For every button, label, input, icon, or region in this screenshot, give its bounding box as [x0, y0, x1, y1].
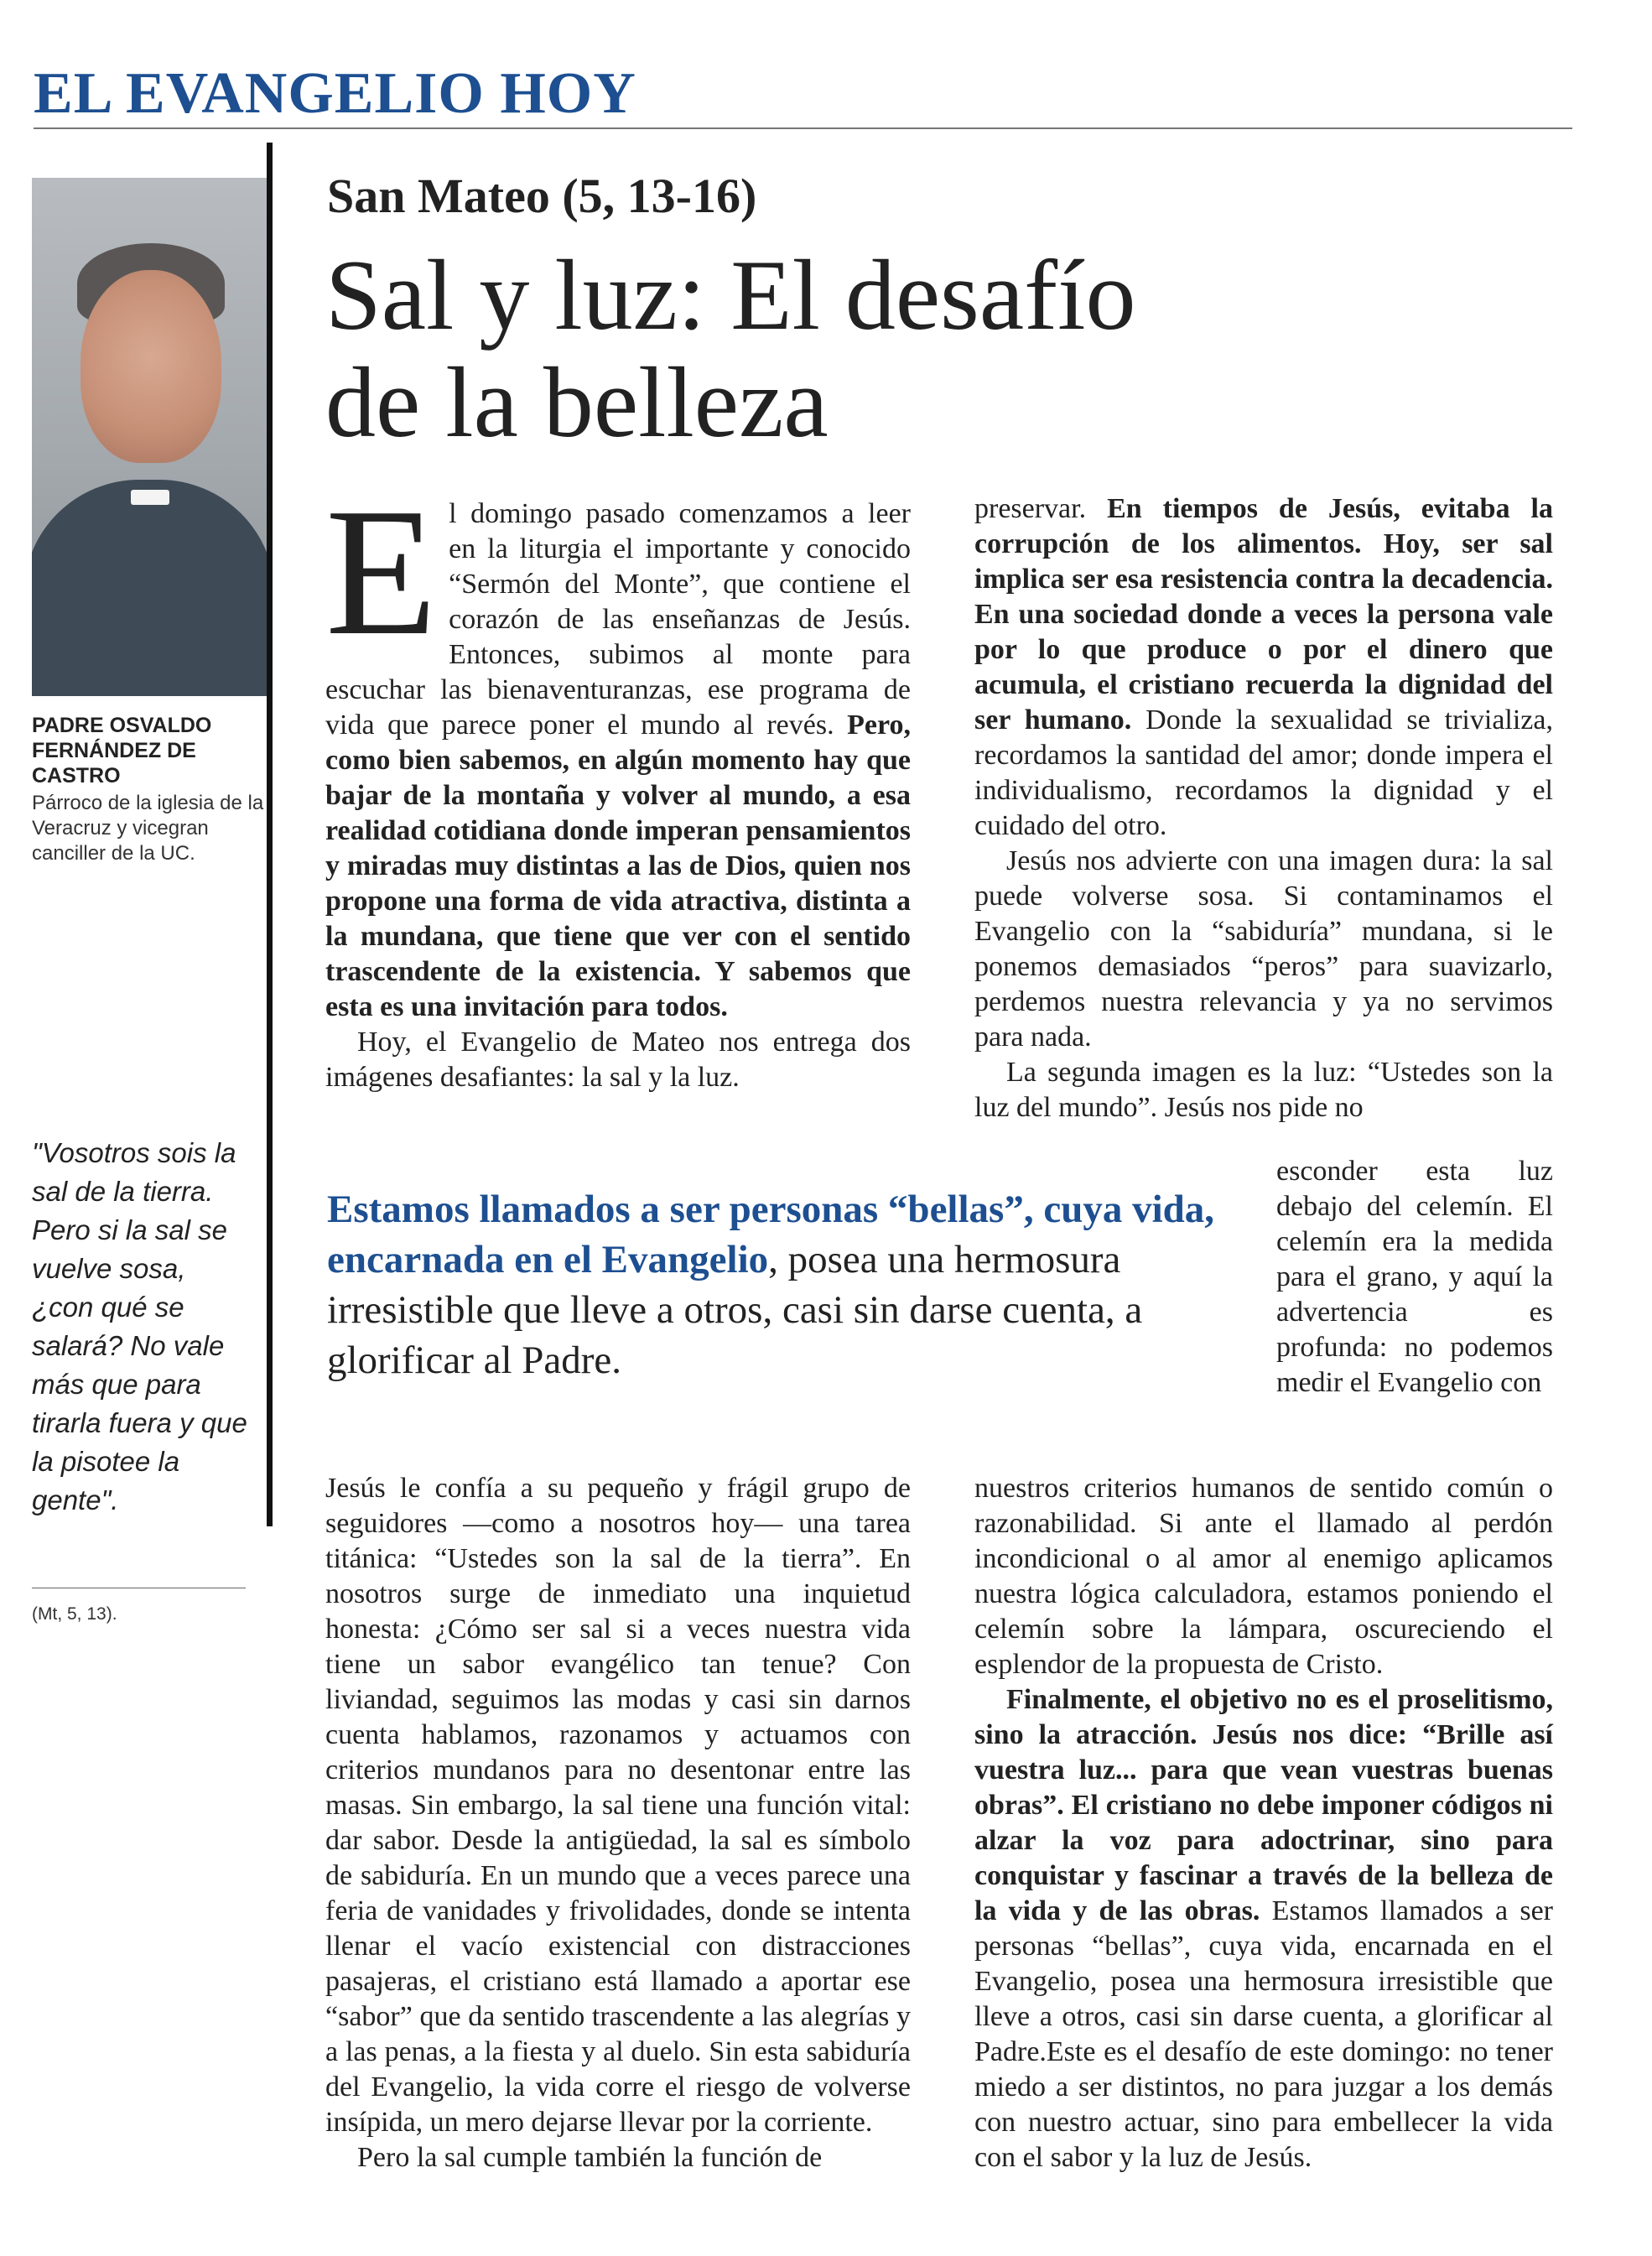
- article-headline: [325, 239, 1136, 458]
- paragraph-1: [325, 471, 911, 1025]
- paragraph-1-text: l domingo pasado comenzamos a leer en la liturgia el importante y conocido “Sermón del Monte”, que contiene el corazón de las enseñanzas de Jesús. Entonces, subimos al monte para escuchar las bienaventuranzas, ese programa de vida que parece poner el mundo al revés.: [325, 498, 911, 741]
- pull-quote-lead: Estamos llamados a ser personas “bellas”, cuya vida, encarnada en el Evangelio: [327, 1188, 1215, 1281]
- photo-face: [81, 270, 221, 463]
- article-kicker: San Mateo (5, 13-16): [327, 169, 757, 223]
- author-name: PADRE OSVALDO FERNÁNDEZ DE CASTRO: [32, 714, 212, 788]
- photo-collar: [131, 490, 169, 505]
- paragraph-4-end: Donde la sexualidad se trivializa, recordamos la santidad del amor; donde impera el individualismo, recordamos la dignidad y el cuidado del otro.: [974, 704, 1553, 841]
- photo-shirt: [32, 480, 267, 696]
- paragraph-4-cont: [974, 491, 1553, 844]
- author-photo: [32, 178, 267, 696]
- paragraph-4-cont-text: preservar.: [974, 493, 1108, 524]
- author-sidebar: [32, 178, 267, 866]
- paragraph-3: Jesús le confía a su pequeño y frágil grupo de seguidores —como a nosotros hoy— una tarea titánica: “Ustedes son la sal de la tierra”. En nosotros surge de inmediato una inquietud honesta: ¿Cómo ser sal si a veces nuestra vida tiene un sabor evangélico tan tenue? Con liviandad, seguimos las modas y casi sin darnos cuenta hablamos, razonamos y actuamos con criterios mundanos para no desentonar entre las masas. Sin embargo, la sal tiene una función vital: dar sabor. Desde la antigüedad, la sal es símbolo de sabiduría. En un mundo que a veces parece una feria de vanidades y frivolidades, donde se intenta llenar el vacío existencial con distracciones pasajeras, el cristiano está llamado a aportar ese “sabor” que da sentido trascendente a las alegrías y a las penas, a la fiesta y al duelo. Sin esta sabiduría del Evangelio, la vida corre el riesgo de volverse insípida, un mero dejarse llevar por la corriente.: [325, 1473, 911, 2138]
- quote-reference: (Mt, 5, 13).: [32, 1604, 117, 1624]
- body-column-left-top: [325, 471, 911, 1095]
- section-title: EL EVANGELIO HOY: [34, 61, 636, 126]
- body-column-right-bottom: [974, 1471, 1553, 2175]
- body-column-left-bottom: [325, 1471, 911, 2175]
- paragraph-7-end: Estamos llamados a ser personas “bellas”, cuya vida, encarnada en el Evangelio, posea una hermosura irresistible que lleve a otros, casi sin darse cuenta, a glorificar al Padre.Este es el desafío de este domingo: no tener miedo a ser distintos, no para juzgar a los demás con nuestro actuar, sino para embellecer la vida con el sabor y la luz de Jesús.: [974, 1895, 1554, 2173]
- dropcap: E: [325, 471, 438, 673]
- paragraph-5: Jesús nos advierte con una imagen dura: la sal puede volverse sosa. Si contaminamos el Evangelio con la “sabiduría” mundana, si le ponemos demasiados “peros” para suavizarlo, perdemos nuestra relevancia y ya no servimos para nada.: [974, 845, 1553, 1053]
- body-column-right-top: [974, 491, 1553, 1125]
- paragraph-6-start: La segunda imagen es la luz: “Ustedes son la luz del mundo”. Jesús nos pide no: [974, 1057, 1553, 1123]
- paragraph-7: [974, 1682, 1553, 2175]
- paragraph-6-end: nuestros criterios humanos de sentido común o razonabilidad. Si ante el llamado al perdón incondicional o al amor al enemigo aplicamos nuestra lógica calculadora, estamos poniendo el celemín sobre la lámpara, oscureciendo el esplendor de la propuesta de Cristo.: [974, 1473, 1553, 1680]
- headline-line-2: de la belleza: [325, 346, 829, 458]
- pull-quote-rest: , posea una hermosura irresistible que lleve a otros, casi sin darse cuenta, a glorificar al Padre.: [327, 1238, 1143, 1382]
- sidebar-quote: "Vosotros sois la sal de la tierra. Pero si la sal se vuelve sosa, ¿con qué se salará? No vale más que para tirarla fuera y que la pisotee la gente".: [32, 1137, 247, 1515]
- paragraph-6-mid: esconder esta luz debajo del celemín. El celemín era la medida para el grano, y aquí la advertencia es profunda: no podemos medir el Evangelio con: [1276, 1156, 1553, 1398]
- headline-line-1: Sal y luz: El desafío: [325, 239, 1136, 351]
- paragraph-4-bold: En tiempos de Jesús, evitaba la corrupción de los alimentos. Hoy, ser sal implica ser esa resistencia contra la decadencia. En una sociedad donde a veces la persona vale por lo que produce o por el dinero que acumula, el cristiano recuerda la dignidad del ser humano.: [974, 493, 1553, 736]
- paragraph-1-bold: Pero, como bien sabemos, en algún momento hay que bajar de la montaña y volver al mundo, a esa realidad cotidiana donde imperan pensamientos y miradas muy distintas a las de Dios, quien nos propone una forma de vida atractiva, distinta a la mundana, que tiene que ver con el sentido trascendente de la existencia. Y sabemos que esta es una invitación para todos.: [325, 710, 911, 1022]
- paragraph-2: Hoy, el Evangelio de Mateo nos entrega dos imágenes desafiantes: la sal y la luz.: [325, 1027, 911, 1093]
- paragraph-4-start: Pero la sal cumple también la función de: [357, 2142, 823, 2173]
- column-divider: [267, 143, 273, 1526]
- header-divider: [34, 127, 1572, 129]
- paragraph-7-bold: Finalmente, el objetivo no es el proselitismo, sino la atracción. Jesús nos dice: “Brille así vuestra luz... para que vean vuestras buenas obras”. El cristiano no debe imponer códigos ni alzar la voz para adoctrinar, sino para conquistar y fascinar a través de la belleza de la vida y de las obras.: [974, 1684, 1553, 1926]
- body-column-right-narrow: [1276, 1154, 1553, 1401]
- pull-quote: [327, 1184, 1249, 1385]
- author-description: Párroco de la iglesia de la Veracruz y vicegran canciller de la UC.: [32, 792, 264, 865]
